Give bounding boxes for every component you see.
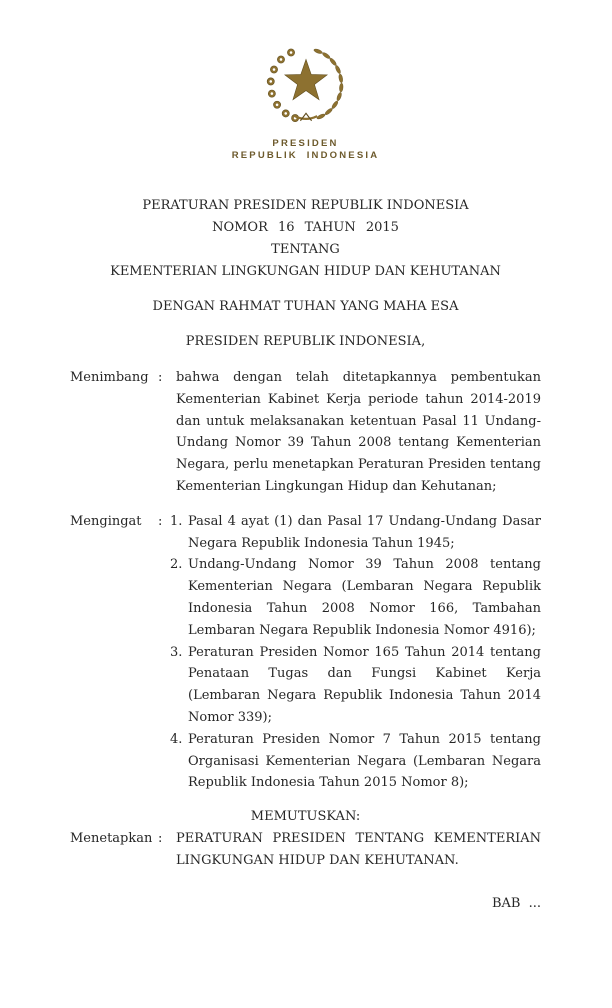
decision-heading: MEMUTUSKAN: [250,809,361,825]
wreath-tie [294,116,316,119]
recalling-label: Mengingat [70,513,142,529]
authority-line: PRESIDEN REPUBLIK INDONESIA, [185,334,426,349]
wreath-right [313,48,343,120]
title-line-type: PERATURAN PRESIDEN REPUBLIK INDONESIA [142,198,469,213]
reference-text: Undang-Undang Nomor 39 Tahun 2008 tentang Kementerian Negara (Lembaran Negara Republik Indonesia Tahun 2008 Nomor 166, Tambahan Lembaran Negara Republik Indonesia Nomor 4916); [188,557,541,638]
considering-label: Menimbang [70,370,149,385]
enacting-text: PERATURAN PRESIDEN TENTANG KEMENTERIAN LINGKUNGAN HIDUP DAN KEHUTANAN. [176,830,541,868]
org-line-presiden: PRESIDEN [272,138,339,149]
presidential-emblem [258,38,354,131]
legal-reference-item [170,554,541,641]
reference-number: 4. [170,731,183,747]
continuation-marker: BAB ... [491,895,541,911]
considering-clause [70,367,541,498]
legal-reference-item [170,511,541,555]
considering-text: bahwa dengan telah ditetapkannya pembentukan Kementerian Kabinet Kerja periode tahun 2014-2019 dan untuk melaksanakan ketentuan Pasal 11 Undang-Undang Nomor 39 Tahun 2008 tentang Kementerian Negara, perlu menetapkan Peraturan Presiden tentang Kementerian Lingkungan Hidup dan Kehutanan; [176,370,541,494]
legal-reference-item [170,642,541,729]
recalling-colon: : [158,513,163,529]
org-line-republik-indonesia: REPUBLIK INDONESIA [231,150,380,161]
issuing-authority [70,138,541,162]
reference-text: Peraturan Presiden Nomor 7 Tahun 2015 tentang Organisasi Kementerian Negara (Lembaran Negara Republik Indonesia Tahun 2015 Nomor 8); [188,731,541,791]
reference-number: 1. [170,513,183,529]
star-icon [284,59,326,99]
title-line-subject: KEMENTERIAN LINGKUNGAN HIDUP DAN KEHUTANAN [110,264,501,279]
wreath-left [267,49,299,122]
reference-number: 3. [170,644,183,660]
reference-text: Peraturan Presiden Nomor 165 Tahun 2014 tentang Penataan Tugas dan Fungsi Kabinet Kerja (Lembaran Negara Republik Indonesia Tahun 2014 Nomor 339); [188,644,541,725]
invocation-line: DENGAN RAHMAT TUHAN YANG MAHA ESA [152,299,459,314]
enacting-clause [70,828,541,872]
reference-text: Pasal 4 ayat (1) dan Pasal 17 Undang-Undang Dasar Negara Republik Indonesia Tahun 1945; [188,513,541,551]
recalling-list [170,511,541,794]
reference-number: 2. [170,557,183,573]
considering-colon: : [158,370,163,385]
star-wreath-emblem-icon [258,38,354,131]
enacting-label: Menetapkan [70,830,153,846]
regulation-title [70,195,541,283]
enacting-colon: : [158,830,163,846]
recalling-clause [70,511,541,794]
legal-reference-item [170,729,541,794]
title-line-tentang: TENTANG [271,242,340,257]
title-line-number: NOMOR 16 TAHUN 2015 [212,220,399,235]
